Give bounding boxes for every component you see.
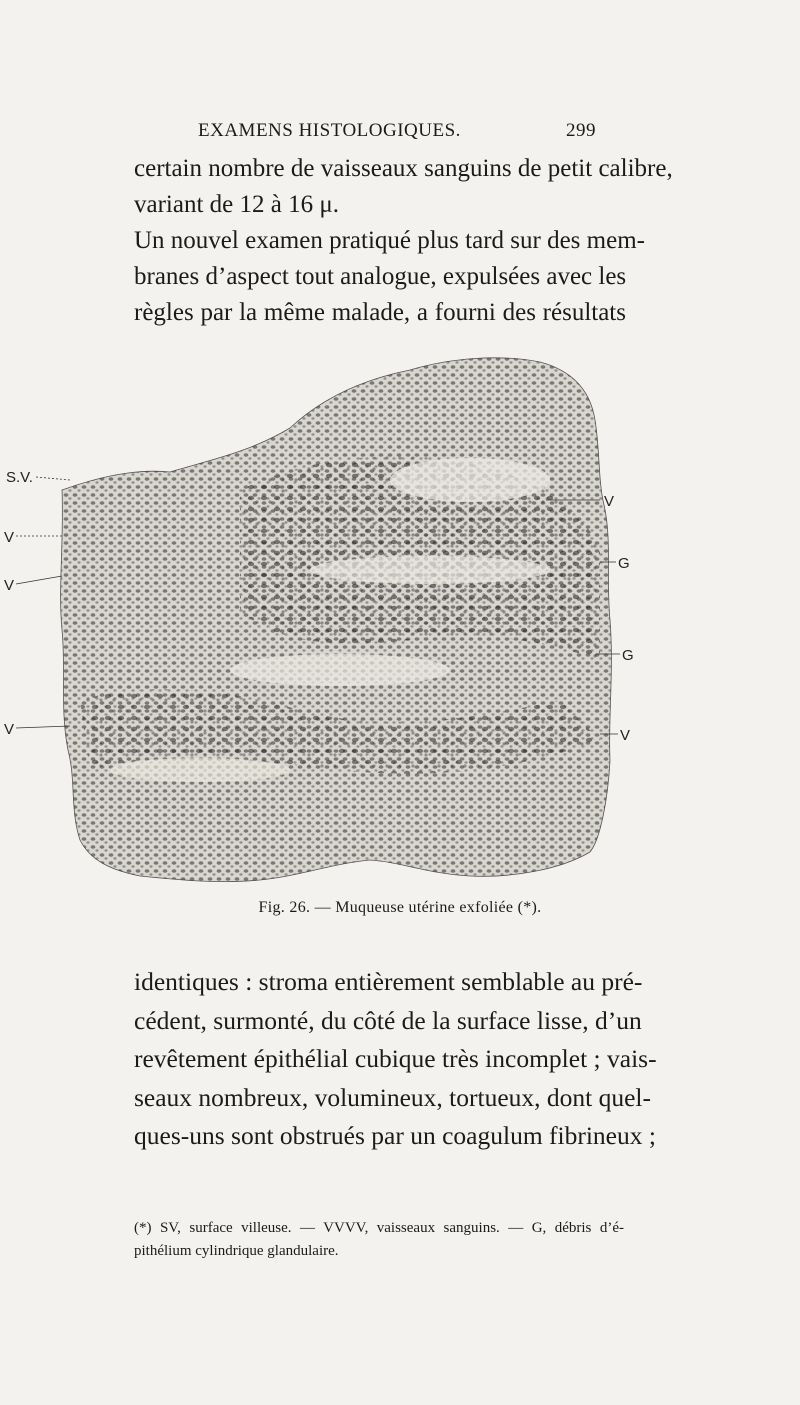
text-line: branes d’aspect tout analogue, expulsées avec les (134, 263, 627, 290)
figure-illustration (0, 340, 800, 895)
label-v: V (4, 721, 15, 738)
histology-figure (0, 340, 800, 895)
footnote (134, 1217, 624, 1263)
vessel (390, 458, 550, 502)
text-line: certain nombre de vaisseaux sanguins de petit calibre, (134, 155, 673, 182)
label-v: V (604, 493, 615, 510)
label-v: V (4, 577, 15, 594)
figure-caption: Fig. 26. — Muqueuse utérine exfoliée (*). (258, 899, 542, 916)
paragraph-top (134, 151, 673, 331)
text-line: identiques : stroma entièrement semblable au pré- (134, 967, 643, 996)
paragraph-bottom (134, 963, 657, 1156)
text-line: Un nouvel examen pratiqué plus tard sur des mem- (134, 227, 645, 254)
label-v: V (620, 727, 631, 744)
vessel (310, 556, 550, 584)
page-number: 299 (566, 120, 596, 141)
label-v: V (4, 529, 15, 546)
footnote-line: pithélium cylindrique glandulaire. (134, 1243, 339, 1259)
text-line: variant de 12 à 16 μ. (134, 191, 340, 218)
label-sv: S.V. (6, 469, 33, 486)
vessel (110, 758, 290, 782)
running-title: EXAMENS HISTOLOGIQUES. (198, 120, 461, 141)
text-line: cédent, surmonté, du côté de la surface lisse, d’un (134, 1005, 642, 1035)
footnote-line: (*) SV, surface villeuse. — VVVV, vaisseaux sanguins. — G, débris d’é- (134, 1220, 624, 1236)
text-line: ques-uns sont obstrués par un coagulum fibrineux ; (134, 1121, 656, 1150)
text-line: règles par la même malade, a fourni des résultats (134, 299, 626, 326)
vessel (230, 654, 450, 686)
text-line: revêtement épithélial cubique très incomplet ; vais- (134, 1044, 657, 1073)
label-g: G (618, 555, 630, 572)
label-g: G (622, 647, 634, 664)
text-line: seaux nombreux, volumineux, tortueux, dont quel- (134, 1082, 651, 1112)
